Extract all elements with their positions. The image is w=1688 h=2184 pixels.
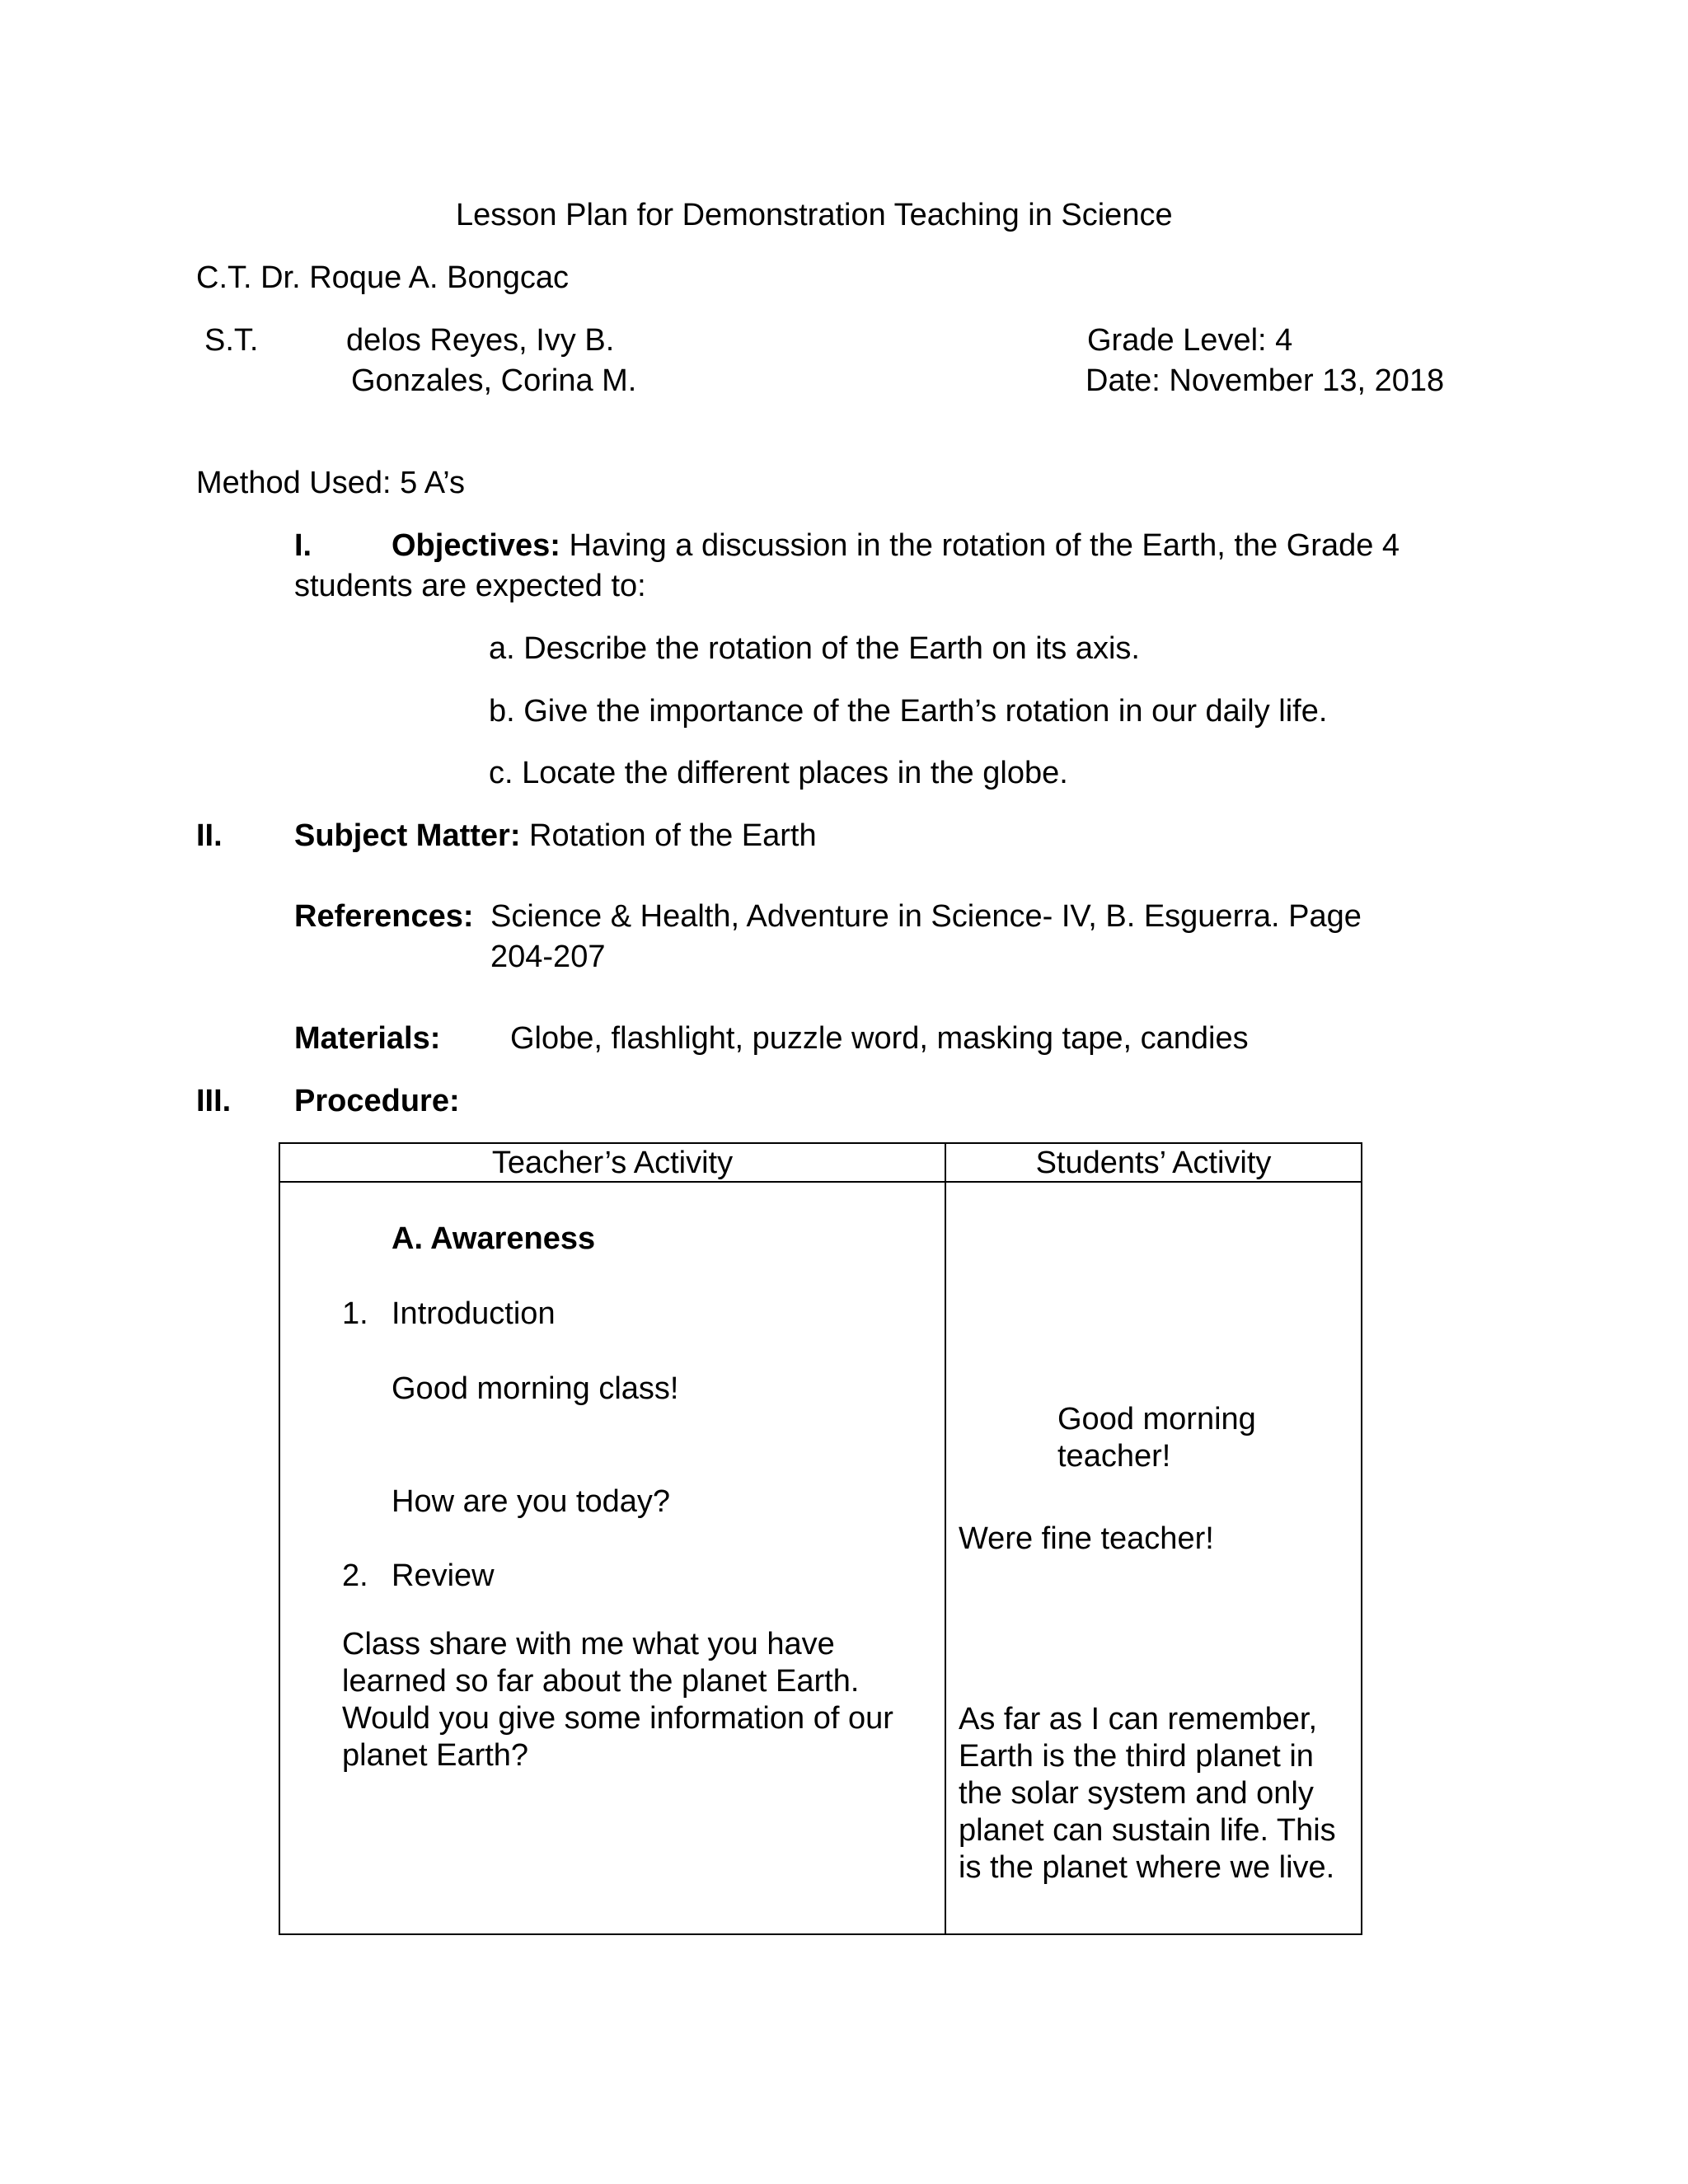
- section-awareness: A. Awareness: [392, 1221, 596, 1256]
- review-label: Review: [392, 1558, 495, 1593]
- objective-item: b. Give the importance of the Earth’s rotation in our daily life.: [489, 694, 1328, 729]
- objectives-label: Objectives:: [392, 528, 560, 563]
- page-title: Lesson Plan for Demonstration Teaching in Science: [456, 198, 1173, 232]
- method-used: Method Used: 5 A’s: [196, 466, 466, 500]
- references-label: References:: [294, 899, 474, 934]
- lesson-date: Date: November 13, 2018: [1085, 363, 1445, 398]
- student-teacher-name: Gonzales, Corina M.: [351, 363, 637, 398]
- procedure-label: Procedure:: [294, 1084, 460, 1118]
- materials-label: Materials:: [294, 1021, 441, 1056]
- student-teacher-name: delos Reyes, Ivy B.: [346, 323, 615, 358]
- subject-matter-text: Rotation of the Earth: [529, 818, 817, 853]
- subject-matter: [294, 820, 817, 851]
- student-greeting-reply: Good morning teacher!: [1057, 1402, 1256, 1474]
- introduction-label: Introduction: [392, 1296, 556, 1331]
- procedure-numeral: III.: [196, 1084, 232, 1118]
- teacher-greeting: Good morning class!: [392, 1371, 679, 1406]
- materials-text: Globe, flashlight, puzzle word, masking tape, candies: [510, 1021, 1249, 1056]
- teacher-how-are-you: How are you today?: [392, 1484, 670, 1519]
- references-text: Science & Health, Adventure in Science- IV, B. Esguerra. Page: [490, 899, 1362, 934]
- table-header-students: Students’ Activity: [1035, 1146, 1272, 1180]
- objective-item: a. Describe the rotation of the Earth on its axis.: [489, 631, 1140, 666]
- grade-level: Grade Level: 4: [1087, 323, 1293, 358]
- introduction-number: 1.: [342, 1296, 368, 1331]
- table-column-divider: [945, 1142, 946, 1935]
- objectives-text-continued: students are expected to:: [294, 569, 646, 603]
- table-border-bottom: [279, 1933, 1362, 1935]
- student-teacher-label: S.T.: [204, 323, 259, 358]
- cooperating-teacher: C.T. Dr. Roque A. Bongcac: [196, 260, 570, 295]
- teacher-review-question: Class share with me what you have learned so far about the planet Earth. Would you give some information of our planet Earth?: [342, 1627, 893, 1773]
- subject-matter-numeral: II.: [196, 818, 223, 853]
- table-header-divider: [279, 1181, 1362, 1183]
- references-text-continued: 204-207: [490, 940, 606, 974]
- table-border-left: [279, 1142, 280, 1935]
- objectives-text: Having a discussion in the rotation of the Earth, the Grade 4: [569, 528, 1400, 563]
- review-number: 2.: [342, 1558, 368, 1593]
- objectives-line-1: [392, 530, 1400, 561]
- objective-item: c. Locate the different places in the globe.: [489, 756, 1068, 790]
- table-border-right: [1361, 1142, 1362, 1935]
- objectives-numeral: I.: [294, 528, 312, 563]
- subject-matter-label: Subject Matter:: [294, 818, 521, 853]
- student-earth-reply: As far as I can remember, Earth is the third planet in the solar system and only planet can sustain life. This is the planet where we live.: [959, 1702, 1336, 1885]
- table-header-teacher: Teacher’s Activity: [491, 1146, 734, 1180]
- student-fine-reply: Were fine teacher!: [959, 1521, 1214, 1556]
- table-border-top: [279, 1142, 1362, 1144]
